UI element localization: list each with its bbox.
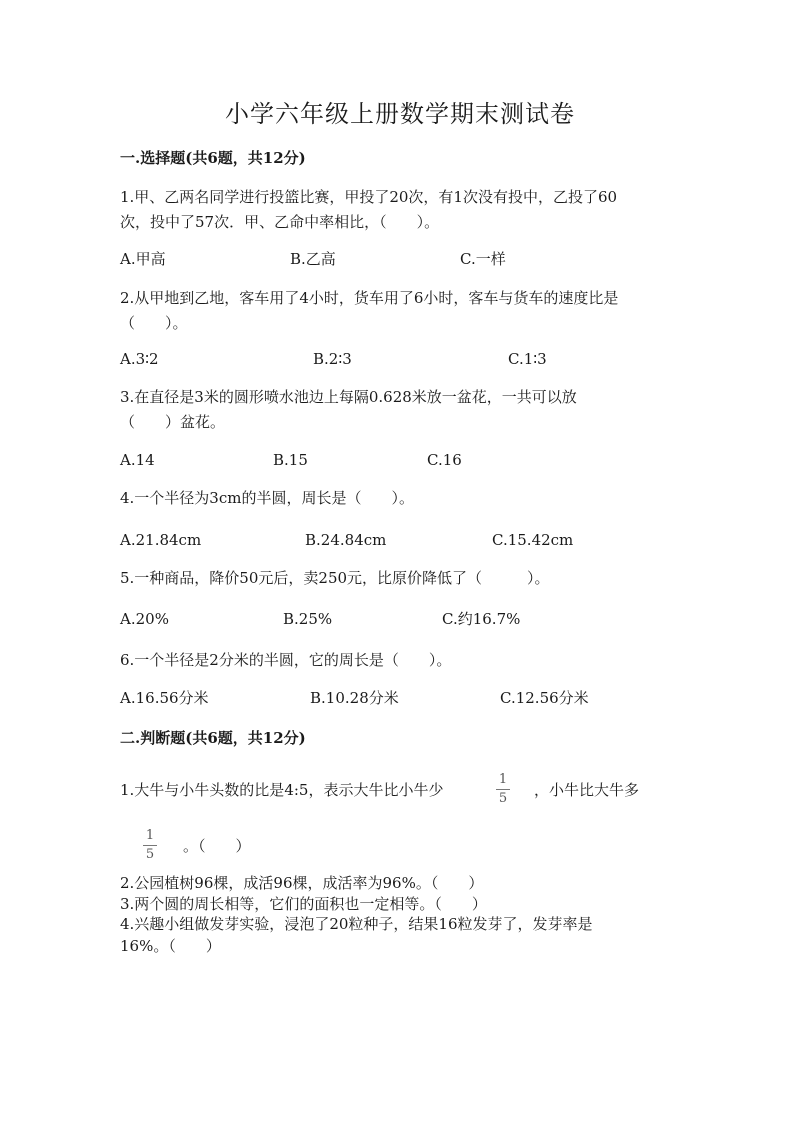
option-c: C.约16.7%: [442, 610, 521, 628]
question-6: 6.一个半径是2分米的半圆，它的周长是（ ）。: [120, 651, 452, 669]
option-b: B.10.28分米: [310, 689, 399, 707]
option-a: A.3∶2: [120, 350, 159, 368]
option-c: C.1∶3: [508, 350, 547, 368]
option-a: A.14: [120, 451, 155, 469]
tf-question-1-part3: 。（ ）: [183, 837, 251, 855]
question-3: [120, 385, 680, 435]
fraction-bar: [496, 789, 510, 790]
option-c: C.12.56分米: [500, 689, 589, 707]
fraction-one-fifth: [494, 772, 512, 807]
tf-question-1-part2: ，小牛比大牛多: [534, 781, 640, 799]
tf-question-2: 2.公园植树96棵，成活96棵，成活率为96%。（ ）: [120, 874, 484, 892]
question-text-line: （ ）盆花。: [120, 413, 226, 431]
question-text-line: 1.甲、乙两名同学进行投篮比赛，甲投了20次，有1次没有投中，乙投了60: [120, 188, 618, 206]
page-title: 小学六年级上册数学期末测试卷: [225, 100, 575, 128]
question-text-line: 3.在直径是3米的圆形喷水池边上每隔0.628米放一盆花，一共可以放: [120, 388, 577, 406]
option-b: B.24.84cm: [305, 531, 387, 549]
question-text-line: 16%。（ ）: [120, 937, 221, 955]
section-heading-multiple-choice: 一.选择题(共6题，共12分): [120, 149, 306, 167]
option-a: A.20%: [120, 610, 169, 628]
option-a: A.21.84cm: [120, 531, 202, 549]
section-heading-true-false: 二.判断题(共6题，共12分): [120, 729, 306, 747]
fraction-denominator: 5: [145, 847, 155, 862]
fraction-denominator: 5: [498, 791, 508, 806]
fraction-numerator: 1: [145, 828, 155, 843]
option-a: A.16.56分米: [120, 689, 209, 707]
option-b: B.25%: [283, 610, 333, 628]
option-b: B.15: [273, 451, 308, 469]
question-text-line: （ ）。: [120, 314, 188, 332]
option-c: C.15.42cm: [492, 531, 574, 549]
option-b: B.2∶3: [313, 350, 352, 368]
tf-question-4: [120, 913, 680, 957]
question-text-line: 次，投中了57次．甲、乙命中率相比，（ ）。: [120, 213, 440, 231]
tf-question-3: 3.两个圆的周长相等，它们的面积也一定相等。（ ）: [120, 895, 487, 913]
option-a: A.甲高: [120, 250, 166, 268]
fraction-one-fifth: [141, 828, 159, 863]
question-1: [120, 185, 680, 235]
option-c: C.16: [427, 451, 462, 469]
question-2: [120, 286, 680, 336]
option-b: B.乙高: [290, 250, 336, 268]
question-4: 4.一个半径为3cm的半圆，周长是（ ）。: [120, 489, 414, 507]
question-5: 5.一种商品，降价50元后，卖250元，比原价降低了（ ）。: [120, 569, 550, 587]
fraction-bar: [143, 845, 157, 846]
tf-question-1-part1: 1.大牛与小牛头数的比是4:5，表示大牛比小牛少: [120, 781, 444, 799]
fraction-numerator: 1: [498, 772, 508, 787]
option-c: C.一样: [460, 250, 506, 268]
question-text-line: 4.兴趣小组做发芽实验，浸泡了20粒种子，结果16粒发芽了，发芽率是: [120, 915, 593, 933]
question-text-line: 2.从甲地到乙地，客车用了4小时，货车用了6小时，客车与货车的速度比是: [120, 289, 619, 307]
